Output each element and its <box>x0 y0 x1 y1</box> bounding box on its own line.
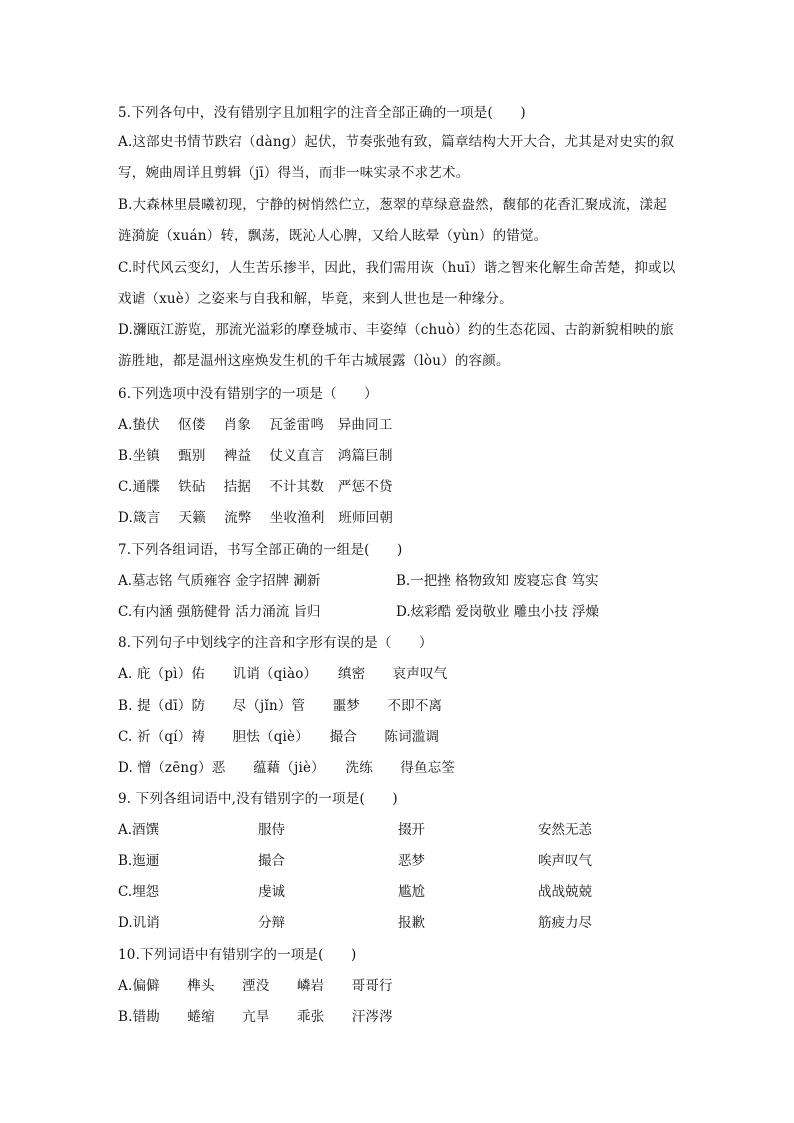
q6-option-a: A.蛰伏 伛偻 肖象 瓦釜雷鸣 异曲同工 <box>118 417 393 433</box>
q7-stem: 7.下列各组词语，书写全部正确的一组是( ) <box>118 542 403 558</box>
q9-cell: A.酒馔 <box>118 822 160 838</box>
q9-stem: 9. 下列各组词语中,没有错别字的一项是( ) <box>118 791 398 807</box>
q9-cell: 服侍 <box>258 822 285 838</box>
q5-option-b: B.大森林里晨曦初现，宁静的树悄然伫立，葱翠的草绿意盎然，馥郁的花香汇聚成流，漾起涟漪旋（xuán）转，飘荡，既沁人心脾，又给人眩晕（yùn）的错觉。 <box>118 197 667 244</box>
q9-cell: B.迤逦 <box>118 853 160 869</box>
q7-option-a: A.墓志铭 气质雍容 金字招牌 涮新 <box>118 573 321 589</box>
q8-option-b: B. 提（dī）防 尽（jǐn）管 噩梦 不即不离 <box>118 698 443 714</box>
q9-row-d <box>118 914 678 932</box>
q8-option-d: D. 憎（zēng）恶 蕴藉（jiè） 洗练 得鱼忘筌 <box>118 760 456 776</box>
q7-options-row-2 <box>118 603 674 621</box>
q9-row-b <box>118 852 678 870</box>
q9-cell: 筋疲力尽 <box>538 915 592 931</box>
q9-cell: 掇开 <box>398 822 425 838</box>
q10-stem: 10.下列词语中有错别字的一项是( ) <box>118 947 357 963</box>
q9-cell: 战战兢兢 <box>538 884 592 900</box>
q9-cell: 报歉 <box>398 915 425 931</box>
q6-option-c: C.通牒 铁砧 拮据 不计其数 严惩不贷 <box>118 479 393 495</box>
q9-cell: D.讥诮 <box>118 915 160 931</box>
q6-stem: 6.下列选项中没有错别字的一项是（ ） <box>118 386 378 402</box>
q8-option-c: C. 祈（qí）祷 胆怯（qiè） 撮合 陈词滥调 <box>118 729 440 745</box>
q9-cell: 虔诚 <box>258 884 285 900</box>
q7-option-c: C.有内涵 强筋健骨 活力涌流 旨归 <box>118 604 321 620</box>
q9-cell: 恶梦 <box>398 853 425 869</box>
q9-cell: 分辩 <box>258 915 285 931</box>
q9-cell: 撮合 <box>258 853 285 869</box>
q7-option-b: B.一把挫 格物致知 废寝忘食 笃实 <box>396 573 599 589</box>
q10-option-b: B.错勘 蜷缩 亢旱 乖张 汗涔涔 <box>118 1009 393 1025</box>
q6-option-d: D.箴言 天籁 流弊 坐收渔利 班师回朝 <box>118 510 394 526</box>
q5-option-d: D.瀰瓯江游览，那流光溢彩的摩登城市、丰姿绰（chuò）约的生态花园、古韵新貌相映的旅游胜地，都是温州这座焕发生机的千年古城展露（lòu）的容颜。 <box>118 322 674 369</box>
q8-option-a: A. 庇（pì）佑 讥诮（qiào） 缜密 哀声叹气 <box>118 666 448 682</box>
q9-cell: 安然无恙 <box>538 822 592 838</box>
q8-stem: 8.下列句子中划线字的注音和字形有误的是（ ） <box>118 635 433 651</box>
q10-option-a: A.偏僻 榫头 湮没 嶙岩 哥哥行 <box>118 978 393 994</box>
q5-option-a: A.这部史书情节跌宕（dàng）起伏，节奏张弛有致，篇章结构大开大合，尤其是对史实的叙写，婉曲周详且剪辑（jī）得当，而非一味实录不求艺术。 <box>118 134 675 181</box>
q9-row-a <box>118 821 678 839</box>
q9-row-c <box>118 883 678 901</box>
q9-cell: 唉声叹气 <box>538 853 592 869</box>
q5-stem: 5.下列各句中，没有错别字且加粗字的注音全部正确的一项是( ) <box>118 105 526 121</box>
q9-cell: 尴尬 <box>398 884 425 900</box>
q6-option-b: B.坐镇 甄别 裨益 仗义直言 鸿篇巨制 <box>118 448 393 464</box>
q5-option-c: C.时代风云变幻，人生苦乐掺半，因此，我们需用诙（huī）谐之智来化解生命苦楚，抑或以戏谑（xuè）之姿来与自我和解，毕竟，来到人世也是一种缘分。 <box>118 260 676 307</box>
q7-options-row-1 <box>118 572 674 590</box>
q9-cell: C.埋怨 <box>118 884 160 900</box>
q7-option-d: D.炫彩酷 爱岗敬业 雕虫小技 浮燥 <box>396 604 600 620</box>
